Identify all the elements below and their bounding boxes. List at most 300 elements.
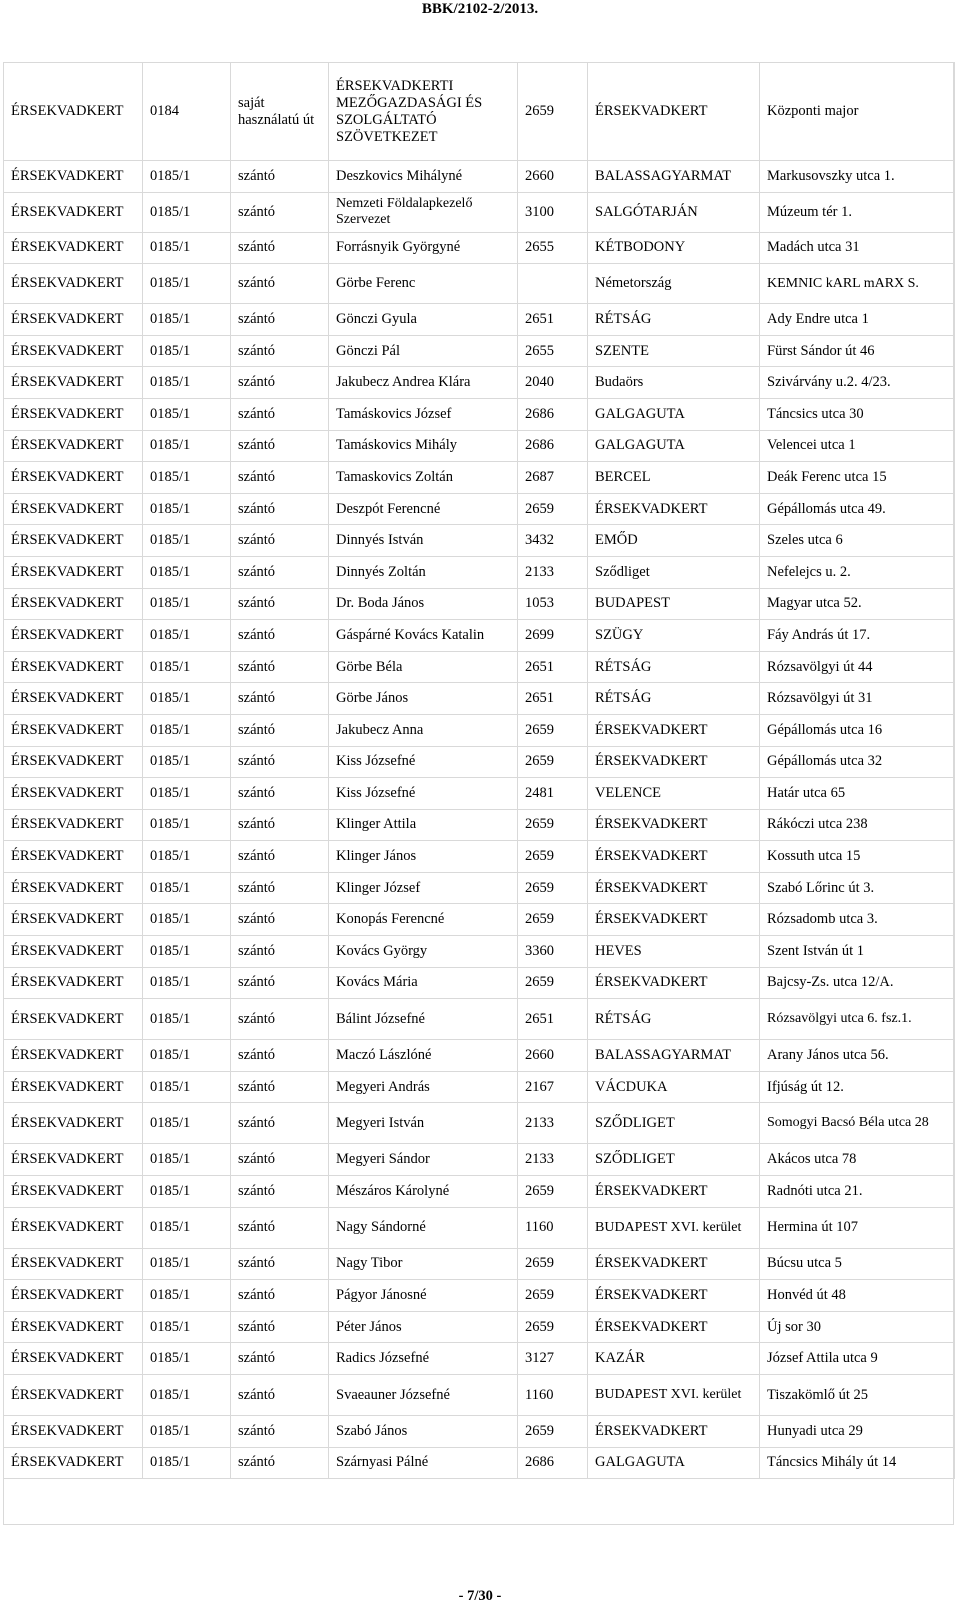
use-cell: szántó (231, 714, 329, 746)
city-cell: Sződliget (588, 556, 760, 588)
owner-cell: Gáspárné Kovács Katalin (329, 620, 518, 652)
table-row (4, 1343, 955, 1375)
owner-cell: Megyeri István (329, 1103, 518, 1144)
table-row (4, 841, 955, 873)
use-cell: szántó (231, 1071, 329, 1103)
location-cell: ÉRSEKVADKERT (4, 588, 143, 620)
owner-cell: Klinger József (329, 872, 518, 904)
use-cell: szántó (231, 1343, 329, 1375)
address-cell: Hunyadi utca 29 (760, 1416, 955, 1448)
parcel-cell: 0185/1 (143, 304, 231, 336)
owner-cell: Tamáskovics Mihály (329, 430, 518, 462)
parcel-cell: 0185/1 (143, 1040, 231, 1072)
owner-cell: Klinger Attila (329, 809, 518, 841)
parcel-cell: 0185/1 (143, 192, 231, 232)
use-cell: szántó (231, 192, 329, 232)
zip-cell: 2133 (518, 1144, 588, 1176)
address-cell: Deák Ferenc utca 15 (760, 462, 955, 494)
zip-cell (518, 264, 588, 304)
location-cell: ÉRSEKVADKERT (4, 778, 143, 810)
table-row (4, 778, 955, 810)
parcel-cell: 0185/1 (143, 841, 231, 873)
city-cell: GALGAGUTA (588, 430, 760, 462)
city-cell: BUDAPEST XVI. kerület (588, 1207, 760, 1248)
address-cell: Táncsics utca 30 (760, 398, 955, 430)
owner-cell: Kiss Józsefné (329, 746, 518, 778)
zip-cell: 2686 (518, 1447, 588, 1479)
parcel-cell: 0185/1 (143, 1176, 231, 1208)
address-cell: Honvéd út 48 (760, 1280, 955, 1312)
table-row (4, 1416, 955, 1448)
address-cell: Szent István út 1 (760, 936, 955, 968)
city-cell: ÉRSEKVADKERT (588, 1280, 760, 1312)
location-cell: ÉRSEKVADKERT (4, 1447, 143, 1479)
address-cell: Arany János utca 56. (760, 1040, 955, 1072)
city-cell: GALGAGUTA (588, 1447, 760, 1479)
location-cell: ÉRSEKVADKERT (4, 1144, 143, 1176)
use-cell: szántó (231, 264, 329, 304)
zip-cell: 2651 (518, 999, 588, 1040)
city-cell: KAZÁR (588, 1343, 760, 1375)
zip-cell: 2040 (518, 367, 588, 399)
use-cell: szántó (231, 1311, 329, 1343)
zip-cell: 2686 (518, 398, 588, 430)
table-row (4, 398, 955, 430)
zip-cell: 2651 (518, 304, 588, 336)
parcel-cell: 0185/1 (143, 1207, 231, 1248)
location-cell: ÉRSEKVADKERT (4, 1103, 143, 1144)
city-cell: SZŐDLIGET (588, 1103, 760, 1144)
table-row (4, 999, 955, 1040)
location-cell: ÉRSEKVADKERT (4, 1311, 143, 1343)
city-cell: ÉRSEKVADKERT (588, 746, 760, 778)
use-cell: szántó (231, 841, 329, 873)
city-cell: BALASSAGYARMAT (588, 1040, 760, 1072)
owner-cell: Klinger János (329, 841, 518, 873)
parcel-cell: 0185/1 (143, 398, 231, 430)
zip-cell: 2659 (518, 872, 588, 904)
zip-cell: 2659 (518, 746, 588, 778)
address-cell: Új sor 30 (760, 1311, 955, 1343)
address-cell: Somogyi Bacsó Béla utca 28 (760, 1103, 955, 1144)
address-cell: Múzeum tér 1. (760, 192, 955, 232)
owner-cell: Péter János (329, 1311, 518, 1343)
zip-cell: 2655 (518, 335, 588, 367)
city-cell: Budaörs (588, 367, 760, 399)
parcel-cell: 0185/1 (143, 1280, 231, 1312)
address-cell: Gépállomás utca 32 (760, 746, 955, 778)
zip-cell: 2659 (518, 904, 588, 936)
table-row (4, 462, 955, 494)
zip-cell: 2659 (518, 1176, 588, 1208)
city-cell: VÁCDUKA (588, 1071, 760, 1103)
zip-cell: 2651 (518, 683, 588, 715)
owner-cell: Görbe János (329, 683, 518, 715)
zip-cell: 2686 (518, 430, 588, 462)
address-cell: Tiszakömlő út 25 (760, 1375, 955, 1416)
zip-cell: 2659 (518, 714, 588, 746)
location-cell: ÉRSEKVADKERT (4, 556, 143, 588)
address-cell: Hermina út 107 (760, 1207, 955, 1248)
location-cell: ÉRSEKVADKERT (4, 1343, 143, 1375)
city-cell: SZŐDLIGET (588, 1144, 760, 1176)
zip-cell: 1053 (518, 588, 588, 620)
owner-cell: Megyeri Sándor (329, 1144, 518, 1176)
location-cell: ÉRSEKVADKERT (4, 1280, 143, 1312)
zip-cell: 2133 (518, 1103, 588, 1144)
use-cell: szántó (231, 1375, 329, 1416)
parcel-cell: 0185/1 (143, 556, 231, 588)
city-cell: ÉRSEKVADKERT (588, 841, 760, 873)
table-row (4, 1311, 955, 1343)
location-cell: ÉRSEKVADKERT (4, 967, 143, 999)
parcel-cell: 0185/1 (143, 999, 231, 1040)
table-row (4, 809, 955, 841)
location-cell: ÉRSEKVADKERT (4, 872, 143, 904)
parcel-cell: 0185/1 (143, 967, 231, 999)
table-row (4, 367, 955, 399)
parcel-cell: 0185/1 (143, 714, 231, 746)
parcel-cell: 0185/1 (143, 683, 231, 715)
city-cell: SZENTE (588, 335, 760, 367)
use-cell: szántó (231, 1447, 329, 1479)
owner-cell: Kiss Józsefné (329, 778, 518, 810)
address-cell: Fürst Sándor út 46 (760, 335, 955, 367)
city-cell: RÉTSÁG (588, 304, 760, 336)
city-cell: ÉRSEKVADKERT (588, 967, 760, 999)
city-cell: ÉRSEKVADKERT (588, 493, 760, 525)
owner-cell: Jakubecz Anna (329, 714, 518, 746)
table-row (4, 714, 955, 746)
city-cell: RÉTSÁG (588, 651, 760, 683)
parcel-cell: 0185/1 (143, 161, 231, 193)
use-cell: szántó (231, 335, 329, 367)
address-cell: Gépállomás utca 49. (760, 493, 955, 525)
address-cell: KEMNIC kARL mARX S. (760, 264, 955, 304)
location-cell: ÉRSEKVADKERT (4, 192, 143, 232)
use-cell: szántó (231, 651, 329, 683)
address-cell: Búcsu utca 5 (760, 1248, 955, 1280)
zip-cell: 1160 (518, 1207, 588, 1248)
use-cell: szántó (231, 462, 329, 494)
address-cell: Ady Endre utca 1 (760, 304, 955, 336)
parcel-cell: 0185/1 (143, 1447, 231, 1479)
owner-cell: Svaeauner Józsefné (329, 1375, 518, 1416)
address-cell: Rózsavölgyi utca 6. fsz.1. (760, 999, 955, 1040)
zip-cell: 2659 (518, 967, 588, 999)
address-cell: Szabó Lőrinc út 3. (760, 872, 955, 904)
parcel-cell: 0185/1 (143, 588, 231, 620)
city-cell: ÉRSEKVADKERT (588, 1248, 760, 1280)
table-row (4, 556, 955, 588)
owner-cell: Görbe Béla (329, 651, 518, 683)
city-cell: ÉRSEKVADKERT (588, 63, 760, 161)
address-cell: Rákóczi utca 238 (760, 809, 955, 841)
table-row (4, 264, 955, 304)
location-cell: ÉRSEKVADKERT (4, 430, 143, 462)
owner-cell: Nagy Tibor (329, 1248, 518, 1280)
owner-cell: Tamaskovics Zoltán (329, 462, 518, 494)
zip-cell: 2651 (518, 651, 588, 683)
owner-cell: Deszpót Ferencné (329, 493, 518, 525)
zip-cell: 2659 (518, 63, 588, 161)
location-cell: ÉRSEKVADKERT (4, 335, 143, 367)
location-cell: ÉRSEKVADKERT (4, 1207, 143, 1248)
address-cell: Bajcsy-Zs. utca 12/A. (760, 967, 955, 999)
table-row (4, 872, 955, 904)
city-cell: SZÜGY (588, 620, 760, 652)
city-cell: BUDAPEST XVI. kerület (588, 1375, 760, 1416)
parcel-cell: 0185/1 (143, 430, 231, 462)
table-row (4, 335, 955, 367)
city-cell: ÉRSEKVADKERT (588, 1416, 760, 1448)
owner-cell: Megyeri András (329, 1071, 518, 1103)
table-row (4, 232, 955, 264)
city-cell: Németország (588, 264, 760, 304)
table-row (4, 967, 955, 999)
use-cell: szántó (231, 1207, 329, 1248)
location-cell: ÉRSEKVADKERT (4, 809, 143, 841)
address-cell: Akácos utca 78 (760, 1144, 955, 1176)
parcel-cell: 0185/1 (143, 746, 231, 778)
city-cell: ÉRSEKVADKERT (588, 1311, 760, 1343)
zip-cell: 2659 (518, 1311, 588, 1343)
parcel-cell: 0185/1 (143, 462, 231, 494)
owner-cell: Konopás Ferencné (329, 904, 518, 936)
parcel-cell: 0185/1 (143, 809, 231, 841)
parcel-owner-table (3, 62, 955, 1479)
owner-cell: Deszkovics Mihályné (329, 161, 518, 193)
location-cell: ÉRSEKVADKERT (4, 462, 143, 494)
location-cell: ÉRSEKVADKERT (4, 161, 143, 193)
location-cell: ÉRSEKVADKERT (4, 1071, 143, 1103)
address-cell: Rózsadomb utca 3. (760, 904, 955, 936)
address-cell: Magyar utca 52. (760, 588, 955, 620)
parcel-cell: 0185/1 (143, 1144, 231, 1176)
table-row (4, 1248, 955, 1280)
address-cell: Szivárvány u.2. 4/23. (760, 367, 955, 399)
use-cell: szántó (231, 1176, 329, 1208)
address-cell: József Attila utca 9 (760, 1343, 955, 1375)
city-cell: SALGÓTARJÁN (588, 192, 760, 232)
use-cell: szántó (231, 683, 329, 715)
owner-cell: Gönczi Gyula (329, 304, 518, 336)
zip-cell: 2481 (518, 778, 588, 810)
parcel-cell: 0185/1 (143, 1103, 231, 1144)
zip-cell: 3100 (518, 192, 588, 232)
table-row (4, 1447, 955, 1479)
owner-cell: Págyor Jánosné (329, 1280, 518, 1312)
owner-cell: Mészáros Károlyné (329, 1176, 518, 1208)
table-row (4, 161, 955, 193)
parcel-cell: 0185/1 (143, 1375, 231, 1416)
owner-cell: Szárnyasi Pálné (329, 1447, 518, 1479)
owner-cell: Szabó János (329, 1416, 518, 1448)
city-cell: RÉTSÁG (588, 999, 760, 1040)
table-row (4, 1040, 955, 1072)
zip-cell: 2655 (518, 232, 588, 264)
owner-cell: Gönczi Pál (329, 335, 518, 367)
use-cell: szántó (231, 367, 329, 399)
table-row (4, 430, 955, 462)
use-cell: szántó (231, 398, 329, 430)
use-cell: saját használatú út (231, 63, 329, 161)
parcel-cell: 0185/1 (143, 1248, 231, 1280)
owner-cell: Dinnyés Zoltán (329, 556, 518, 588)
city-cell: ÉRSEKVADKERT (588, 904, 760, 936)
address-cell: Határ utca 65 (760, 778, 955, 810)
owner-cell: ÉRSEKVADKERTI MEZŐGAZDASÁGI ÉS SZOLGÁLTATÓ SZÖVETKEZET (329, 63, 518, 161)
zip-cell: 2659 (518, 1280, 588, 1312)
location-cell: ÉRSEKVADKERT (4, 936, 143, 968)
address-cell: Velencei utca 1 (760, 430, 955, 462)
use-cell: szántó (231, 746, 329, 778)
parcel-cell: 0185/1 (143, 1416, 231, 1448)
table-row (4, 936, 955, 968)
address-cell: Fáy András út 17. (760, 620, 955, 652)
city-cell: HEVES (588, 936, 760, 968)
address-cell: Rózsavölgyi út 31 (760, 683, 955, 715)
owner-cell: Forrásnyik Györgyné (329, 232, 518, 264)
city-cell: ÉRSEKVADKERT (588, 872, 760, 904)
owner-cell: Radics Józsefné (329, 1343, 518, 1375)
table-row (4, 525, 955, 557)
location-cell: ÉRSEKVADKERT (4, 1176, 143, 1208)
city-cell: RÉTSÁG (588, 683, 760, 715)
location-cell: ÉRSEKVADKERT (4, 493, 143, 525)
table-row (4, 588, 955, 620)
use-cell: szántó (231, 1144, 329, 1176)
city-cell: EMŐD (588, 525, 760, 557)
zip-cell: 2659 (518, 809, 588, 841)
use-cell: szántó (231, 493, 329, 525)
use-cell: szántó (231, 620, 329, 652)
table-row (4, 304, 955, 336)
location-cell: ÉRSEKVADKERT (4, 904, 143, 936)
parcel-cell: 0185/1 (143, 367, 231, 399)
location-cell: ÉRSEKVADKERT (4, 1375, 143, 1416)
owner-cell: Bálint Józsefné (329, 999, 518, 1040)
parcel-cell: 0185/1 (143, 232, 231, 264)
zip-cell: 2133 (518, 556, 588, 588)
location-cell: ÉRSEKVADKERT (4, 1040, 143, 1072)
location-cell: ÉRSEKVADKERT (4, 714, 143, 746)
use-cell: szántó (231, 525, 329, 557)
address-cell: Központi major (760, 63, 955, 161)
use-cell: szántó (231, 1416, 329, 1448)
zip-cell: 3360 (518, 936, 588, 968)
owner-cell: Maczó Lászlóné (329, 1040, 518, 1072)
address-cell: Kossuth utca 15 (760, 841, 955, 873)
parcel-cell: 0184 (143, 63, 231, 161)
use-cell: szántó (231, 304, 329, 336)
city-cell: GALGAGUTA (588, 398, 760, 430)
location-cell: ÉRSEKVADKERT (4, 841, 143, 873)
owner-cell: Görbe Ferenc (329, 264, 518, 304)
city-cell: ÉRSEKVADKERT (588, 1176, 760, 1208)
use-cell: szántó (231, 1248, 329, 1280)
use-cell: szántó (231, 556, 329, 588)
city-cell: BERCEL (588, 462, 760, 494)
address-cell: Nefelejcs u. 2. (760, 556, 955, 588)
parcel-cell: 0185/1 (143, 493, 231, 525)
zip-cell: 2659 (518, 841, 588, 873)
table-row (4, 746, 955, 778)
location-cell: ÉRSEKVADKERT (4, 683, 143, 715)
use-cell: szántó (231, 161, 329, 193)
city-cell: VELENCE (588, 778, 760, 810)
parcel-cell: 0185/1 (143, 1343, 231, 1375)
zip-cell: 2167 (518, 1071, 588, 1103)
location-cell: ÉRSEKVADKERT (4, 367, 143, 399)
location-cell: ÉRSEKVADKERT (4, 620, 143, 652)
parcel-cell: 0185/1 (143, 620, 231, 652)
table-row (4, 620, 955, 652)
zip-cell: 2687 (518, 462, 588, 494)
address-cell: Radnóti utca 21. (760, 1176, 955, 1208)
table-row (4, 1280, 955, 1312)
address-cell: Táncsics Mihály út 14 (760, 1447, 955, 1479)
table-row (4, 904, 955, 936)
address-cell: Szeles utca 6 (760, 525, 955, 557)
owner-cell: Nagy Sándorné (329, 1207, 518, 1248)
location-cell: ÉRSEKVADKERT (4, 232, 143, 264)
owner-cell: Kovács György (329, 936, 518, 968)
parcel-cell: 0185/1 (143, 778, 231, 810)
zip-cell: 3127 (518, 1343, 588, 1375)
address-cell: Markusovszky utca 1. (760, 161, 955, 193)
use-cell: szántó (231, 778, 329, 810)
table-row (4, 1176, 955, 1208)
location-cell: ÉRSEKVADKERT (4, 1248, 143, 1280)
table-row (4, 1071, 955, 1103)
address-cell: Madách utca 31 (760, 232, 955, 264)
use-cell: szántó (231, 999, 329, 1040)
parcel-cell: 0185/1 (143, 904, 231, 936)
location-cell: ÉRSEKVADKERT (4, 398, 143, 430)
location-cell: ÉRSEKVADKERT (4, 651, 143, 683)
city-cell: KÉTBODONY (588, 232, 760, 264)
parcel-cell: 0185/1 (143, 936, 231, 968)
table-row (4, 63, 955, 161)
zip-cell: 2659 (518, 493, 588, 525)
owner-cell: Nemzeti Földalapkezelő Szervezet (329, 192, 518, 232)
location-cell: ÉRSEKVADKERT (4, 264, 143, 304)
address-cell: Gépállomás utca 16 (760, 714, 955, 746)
use-cell: szántó (231, 588, 329, 620)
use-cell: szántó (231, 872, 329, 904)
city-cell: ÉRSEKVADKERT (588, 809, 760, 841)
owner-cell: Jakubecz Andrea Klára (329, 367, 518, 399)
parcel-cell: 0185/1 (143, 264, 231, 304)
use-cell: szántó (231, 1103, 329, 1144)
zip-cell: 1160 (518, 1375, 588, 1416)
use-cell: szántó (231, 936, 329, 968)
location-cell: ÉRSEKVADKERT (4, 999, 143, 1040)
use-cell: szántó (231, 809, 329, 841)
city-cell: BUDAPEST (588, 588, 760, 620)
use-cell: szántó (231, 967, 329, 999)
document-header: BBK/2102-2/2013. (421, 1, 539, 17)
location-cell: ÉRSEKVADKERT (4, 304, 143, 336)
table-row (4, 683, 955, 715)
use-cell: szántó (231, 904, 329, 936)
owner-cell: Kovács Mária (329, 967, 518, 999)
zip-cell: 2660 (518, 1040, 588, 1072)
table-row (4, 1103, 955, 1144)
location-cell: ÉRSEKVADKERT (4, 746, 143, 778)
location-cell: ÉRSEKVADKERT (4, 525, 143, 557)
